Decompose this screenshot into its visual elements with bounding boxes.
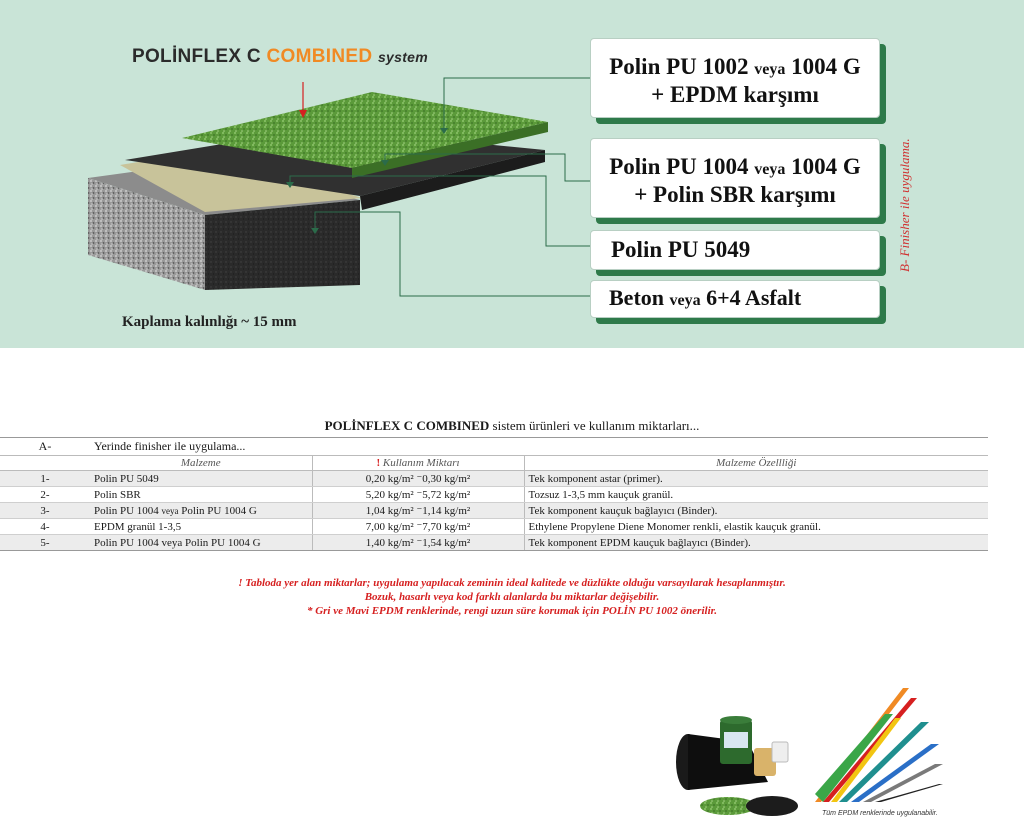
table-title	[0, 418, 1024, 434]
callout-line: + Polin SBR karşımı	[634, 181, 836, 207]
table-row	[0, 535, 988, 551]
usage-table	[0, 437, 988, 551]
row-num: 3-	[0, 503, 90, 519]
table-row	[0, 487, 988, 503]
footnote: Bozuk, hasarlı veya kod farklı alanlarda bu miktarlar değişebilir.	[364, 591, 660, 603]
row-material-part: veya	[161, 505, 179, 516]
callout-base	[590, 280, 880, 318]
title-suffix: system	[377, 49, 429, 65]
row-feature: Tozsuz 1-3,5 mm kauçuk granül.	[524, 487, 988, 503]
callout-line	[591, 153, 879, 181]
callout-text: 6+4 Asfalt	[706, 285, 802, 310]
row-usage: 7,00 kg/m² ⁻7,70 kg/m²	[312, 519, 524, 535]
product-illustration	[668, 712, 808, 822]
bucket-label	[724, 732, 748, 748]
callout-line: + EPDM karşımı	[651, 81, 819, 107]
section-label: A-	[0, 438, 90, 456]
asphalt-layer-front	[205, 200, 360, 290]
callout-primer	[590, 230, 880, 270]
exclamation-icon: !	[376, 457, 381, 469]
header-row	[0, 456, 988, 471]
logo-stripe-red	[823, 698, 917, 802]
callout-text: veya	[754, 161, 786, 178]
system-title	[132, 46, 428, 68]
header-material: Malzeme	[90, 456, 312, 471]
row-material	[90, 503, 312, 519]
header-usage	[312, 456, 524, 471]
table-row	[0, 471, 988, 487]
table-title-rest: sistem ürünleri ve kullanım miktarları...	[492, 418, 700, 433]
callout-text: 1004 G	[791, 54, 861, 79]
row-material-part: Polin PU 1004 G	[181, 504, 257, 517]
row-usage: 1,04 kg/m² ⁻1,14 kg/m²	[312, 503, 524, 519]
header-usage-label: Kullanım Miktarı	[382, 457, 460, 469]
black-granule-pile	[746, 796, 798, 816]
callout-text: veya	[669, 292, 701, 309]
callout-text: Polin PU 5049	[611, 237, 751, 262]
thickness-label: Kaplama kalınlığı ~ 15 mm	[122, 314, 297, 330]
small-can	[772, 742, 788, 762]
section-text: Yerinde finisher ile uygulama...	[90, 438, 988, 456]
callout-text: Beton	[609, 285, 664, 310]
header-num	[0, 456, 90, 471]
section-row	[0, 438, 988, 456]
row-usage: 5,20 kg/m² ⁻5,72 kg/m²	[312, 487, 524, 503]
row-num: 4-	[0, 519, 90, 535]
row-material: Polin PU 5049	[90, 471, 312, 487]
row-material: Polin SBR	[90, 487, 312, 503]
row-feature: Ethylene Propylene Diene Monomer renkli, elastik kauçuk granül.	[524, 519, 988, 535]
callout-sbr-mix	[590, 138, 880, 218]
row-num: 5-	[0, 535, 90, 551]
callout-line	[591, 53, 879, 81]
header-features: Malzeme Özellliği	[524, 456, 988, 471]
vertical-note: B- Finisher ile uygulama.	[897, 138, 912, 272]
footnotes	[0, 576, 1024, 618]
table-row	[0, 519, 988, 535]
row-usage: 1,40 kg/m² ⁻1,54 kg/m²	[312, 535, 524, 551]
table-row	[0, 503, 988, 519]
callout-text: Polin PU 1004	[609, 154, 749, 179]
row-usage: 0,20 kg/m² ⁻0,30 kg/m²	[312, 471, 524, 487]
epdm-color-logo	[815, 684, 945, 810]
row-feature: Tek komponent EPDM kauçuk bağlayıcı (Binder).	[524, 535, 988, 551]
row-num: 1-	[0, 471, 90, 487]
title-prefix: POLİNFLEX C	[132, 46, 261, 67]
row-feature: Tek komponent kauçuk bağlayıcı (Binder).	[524, 503, 988, 519]
footnote: ! Tabloda yer alan miktarlar; uygulama yapılacak zeminin ideal kalitede ve düzlükte olduğu varsayılarak hesaplanmıştır.	[238, 577, 786, 589]
logo-tagline: Tüm EPDM renklerinde uygulanabilir.	[822, 810, 938, 817]
row-material: EPDM granül 1-3,5	[90, 519, 312, 535]
bucket-lid	[720, 716, 752, 724]
row-feature: Tek komponent astar (primer).	[524, 471, 988, 487]
row-material-part: Polin PU 1004	[94, 504, 159, 517]
row-material: Polin PU 1004 veya Polin PU 1004 G	[90, 535, 312, 551]
table-title-bold: POLİNFLEX C COMBINED	[324, 418, 490, 433]
callout-epdm-mix	[590, 38, 880, 118]
usage-table-section	[0, 418, 1024, 551]
footnote: * Gri ve Mavi EPDM renklerinde, rengi uzun süre korumak için POLİN PU 1002 önerilir.	[306, 605, 718, 617]
callout-text: Polin PU 1002	[609, 54, 749, 79]
system-diagram	[0, 0, 1024, 348]
row-num: 2-	[0, 487, 90, 503]
callout-text: veya	[754, 61, 786, 78]
title-accent: COMBINED	[266, 46, 373, 67]
callout-text: 1004 G	[791, 154, 861, 179]
